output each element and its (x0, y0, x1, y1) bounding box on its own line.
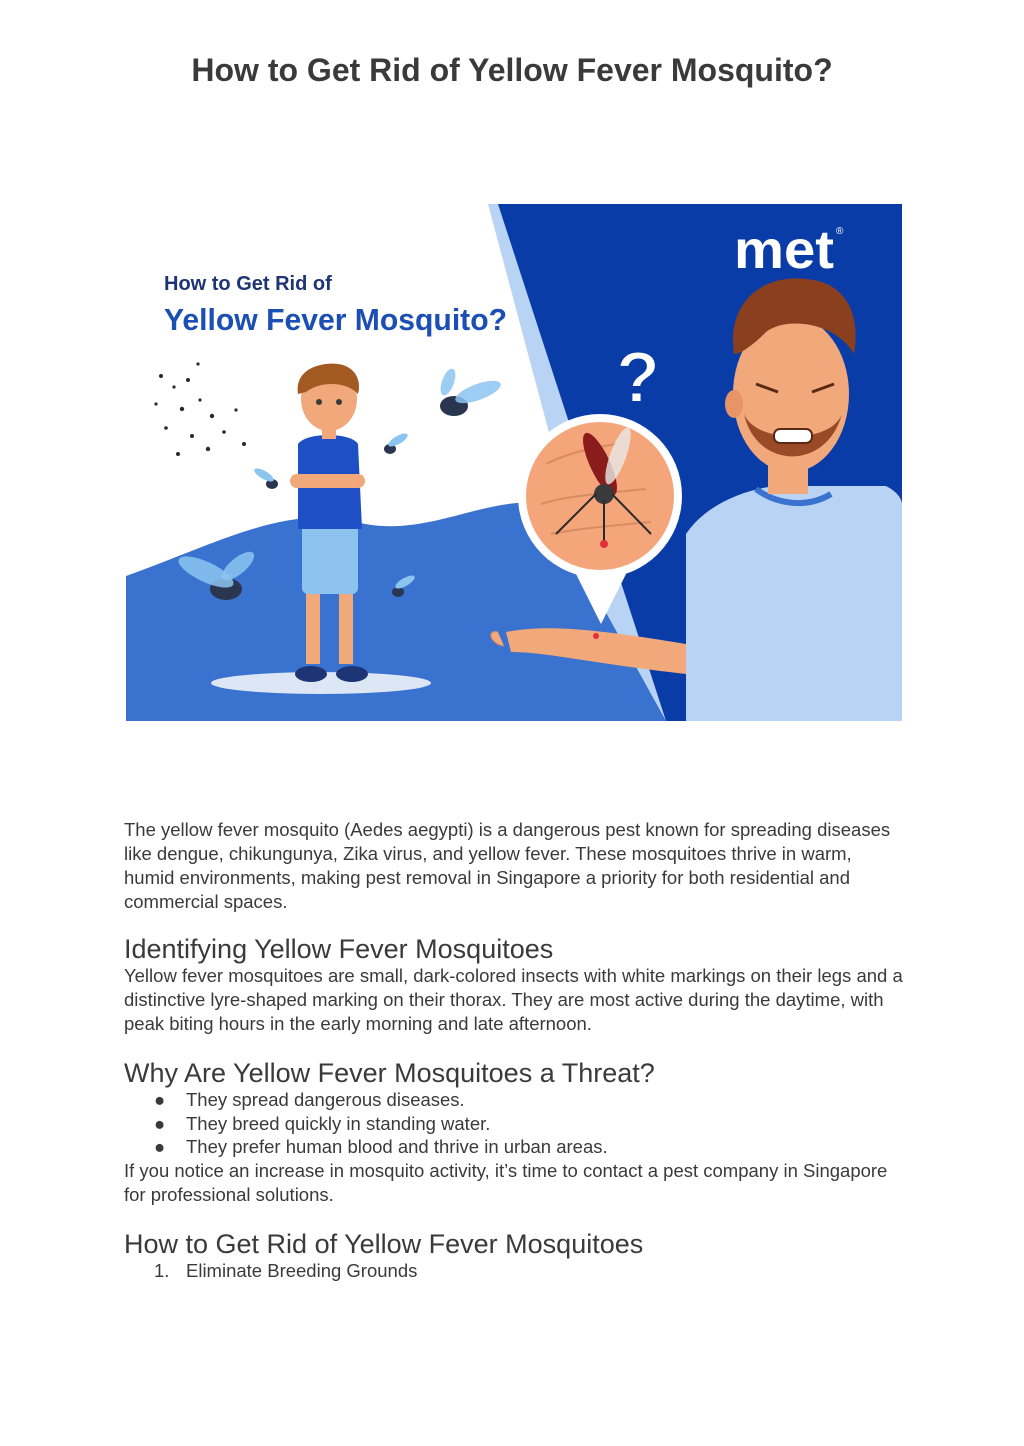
list-item (124, 1112, 904, 1136)
bullet-icon: ● (154, 1136, 166, 1157)
threat-note: If you notice an increase in mosquito activity, it’s time to contact a pest company in Singapore for professional solutions. (124, 1159, 888, 1205)
list-item (124, 1259, 904, 1283)
brand-logo: met (734, 220, 835, 280)
threat-heading: Why Are Yellow Fever Mosquitoes a Threat? (124, 1058, 655, 1088)
step-label: Eliminate Breeding Grounds (186, 1259, 418, 1281)
question-mark-icon: ? (616, 338, 660, 418)
list-item-text: They breed quickly in standing water. (186, 1112, 491, 1134)
removal-heading: How to Get Rid of Yellow Fever Mosquitoes (124, 1228, 644, 1259)
list-item (124, 1135, 904, 1159)
bullet-icon: ● (154, 1112, 166, 1134)
bullet-icon: ● (154, 1089, 166, 1110)
list-item (124, 1088, 904, 1112)
removal-steps (124, 1259, 904, 1283)
page-title: How to Get Rid of Yellow Fever Mosquito? (191, 52, 833, 88)
identify-paragraph: Yellow fever mosquitoes are small, dark-colored insects with white markings on their legs and a distinctive lyre-shaped marking on their thorax. They are most active during the daytime, with peak biting hours in the early morning and late afternoon. (124, 965, 903, 1034)
article-body (124, 818, 904, 1282)
identify-heading: Identifying Yellow Fever Mosquitoes (124, 934, 554, 964)
brand-logo-mark: ® (836, 226, 844, 237)
list-item-text: They spread dangerous diseases. (186, 1089, 465, 1110)
list-item-text: They prefer human blood and thrive in urban areas. (186, 1136, 608, 1157)
step-number: 1. (154, 1259, 170, 1281)
banner-title-line1: How to Get Rid of (164, 273, 332, 295)
banner-illustration (126, 204, 902, 721)
identify-section (124, 934, 904, 1036)
banner-title-line2: Yellow Fever Mosquito? (164, 302, 507, 337)
intro-paragraph: The yellow fever mosquito (Aedes aegypti) is a dangerous pest known for spreading diseases like dengue, chikungunya, Zika virus, and yellow fever. These mosquitoes thrive in warm, humid environments, making pest removal in Singapore a priority for both residential and commercial spaces. (124, 819, 891, 912)
threat-list (124, 1088, 904, 1159)
threat-section (124, 1058, 904, 1207)
removal-section (124, 1229, 904, 1283)
